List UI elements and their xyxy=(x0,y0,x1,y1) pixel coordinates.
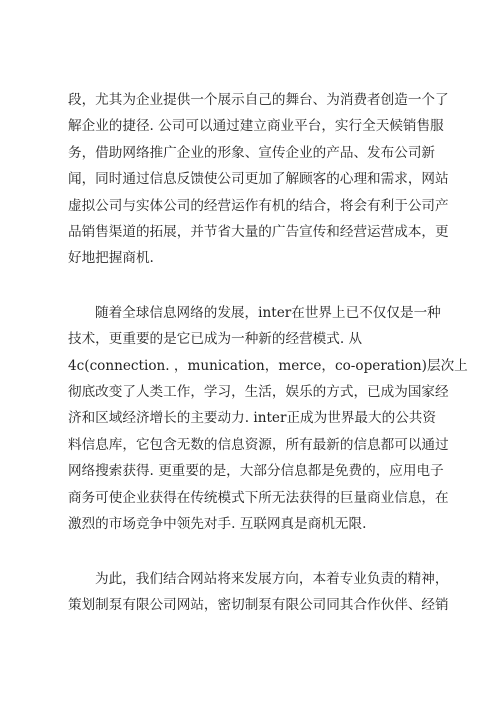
text-line: 品销售渠道的拓展，并节省大量的广告宣传和经营运营成本，更 xyxy=(68,224,449,241)
text-line: 段，尤其为企业提供一个展示自己的舞台、为消费者创造一个了 xyxy=(68,92,449,108)
text-line: 务，借助网络推广企业的形象、宣传企业的产品、发布公司新 xyxy=(68,144,436,161)
paragraph-2 xyxy=(68,300,468,538)
text-line: 解企业的捷径. 公司可以通过建立商业平台，实行全天候销售服 xyxy=(68,118,444,135)
text-line: 策划制泵有限公司网站，密切制泵有限公司同其合作伙伴、经销 xyxy=(68,596,449,613)
paragraph-1 xyxy=(68,87,448,272)
text-line: 料信息库，它包含无数的信息资源，所有最新的信息都可以通过 xyxy=(68,436,449,453)
text-line: 网络搜索获得. 更重要的是，大部分信息都是免费的，应用电子 xyxy=(68,463,444,480)
text-line: 彻底改变了人类工作，学习，生活，娱乐的方式，已成为国家经 xyxy=(68,384,449,401)
text-line: 商务可使企业获得在传统模式下所无法获得的巨量商业信息，在 xyxy=(68,489,449,506)
text-line: 好地把握商机. xyxy=(68,250,154,267)
text-line: 虚拟公司与实体公司的经营运作有机的结合，将会有利于公司产 xyxy=(68,197,449,214)
text-line: 济和区域经济增长的主要动力. inter正成为世界最大的公共资 xyxy=(68,410,436,427)
text-line: 为此，我们结合网站将来发展方向，本着专业负责的精神， xyxy=(95,570,449,587)
text-line: 技术，更重要的是它已成为一种新的经营模式. 从 xyxy=(68,331,363,348)
text-line: 4c(connection. ，munication，merce，co-operation)层次上 xyxy=(68,357,468,374)
text-line: 随着全球信息网络的发展，inter在世界上已不仅仅是一种 xyxy=(95,304,441,321)
text-line: 激烈的市场竞争中领先对手. 互联网真是商机无限. xyxy=(68,516,367,533)
text-line: 闻，同时通过信息反馈使公司更加了解顾客的心理和需求，网站 xyxy=(68,171,449,188)
paragraph-3 xyxy=(68,566,448,619)
